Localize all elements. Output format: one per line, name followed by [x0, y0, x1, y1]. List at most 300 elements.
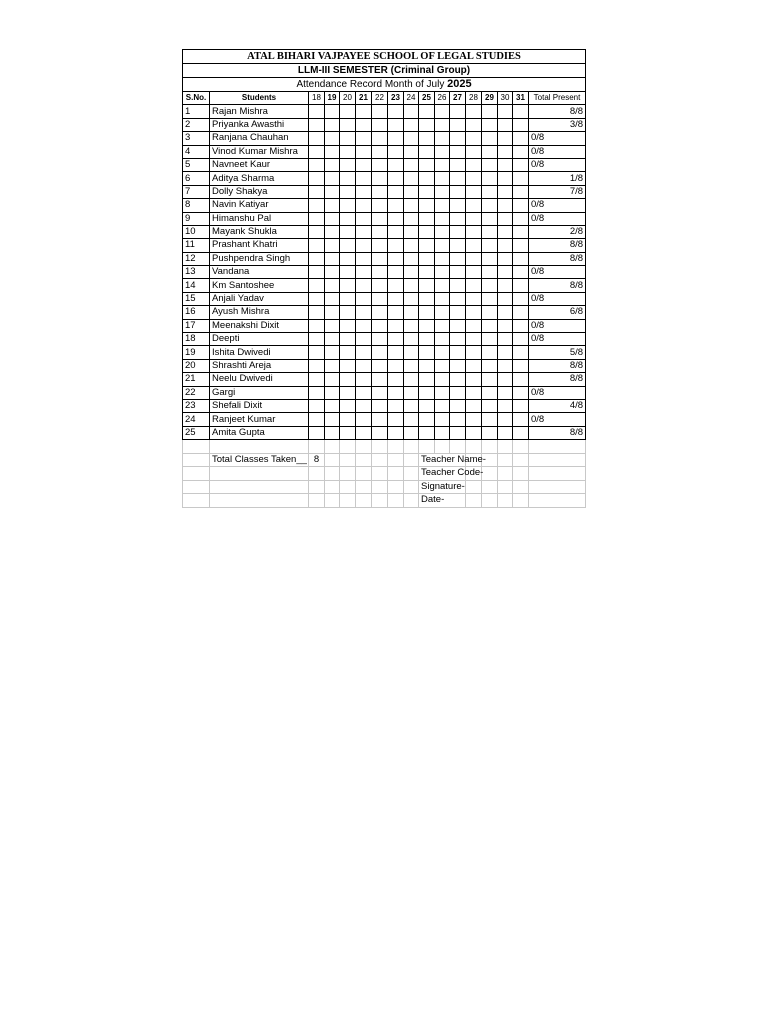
- attendance-cell: [482, 359, 498, 372]
- attendance-cell: [498, 333, 513, 346]
- attendance-cell: [450, 118, 466, 131]
- student-name: Ayush Mishra: [210, 306, 309, 319]
- student-sno: 23: [183, 399, 210, 412]
- student-sno: 24: [183, 413, 210, 426]
- empty-cell: [529, 467, 586, 481]
- student-row: [183, 386, 586, 399]
- attendance-cell: [435, 373, 450, 386]
- attendance-cell: [356, 252, 372, 265]
- attendance-cell: [372, 118, 388, 131]
- attendance-cell: [309, 319, 325, 332]
- attendance-cell: [356, 413, 372, 426]
- attendance-cell: [419, 426, 435, 439]
- empty-cell: [309, 440, 325, 454]
- student-row: [183, 292, 586, 305]
- attendance-cell: [340, 132, 356, 145]
- student-total: 0/8: [529, 266, 586, 279]
- attendance-cell: [482, 306, 498, 319]
- attendance-cell: [372, 172, 388, 185]
- attendance-cell: [466, 373, 482, 386]
- student-row: [183, 105, 586, 118]
- attendance-cell: [435, 413, 450, 426]
- attendance-cell: [356, 399, 372, 412]
- date-header: 28: [466, 92, 482, 105]
- attendance-cell: [450, 225, 466, 238]
- attendance-cell: [388, 266, 404, 279]
- attendance-cell: [482, 426, 498, 439]
- empty-cell: [419, 440, 435, 454]
- attendance-cell: [450, 279, 466, 292]
- attendance-cell: [513, 199, 529, 212]
- attendance-cell: [309, 359, 325, 372]
- attendance-cell: [498, 373, 513, 386]
- empty-cell: [388, 494, 404, 508]
- attendance-cell: [372, 426, 388, 439]
- attendance-cell: [466, 145, 482, 158]
- attendance-cell: [404, 386, 419, 399]
- attendance-cell: [466, 413, 482, 426]
- attendance-cell: [388, 373, 404, 386]
- attendance-cell: [419, 252, 435, 265]
- attendance-cell: [309, 426, 325, 439]
- attendance-cell: [340, 145, 356, 158]
- student-total: 0/8: [529, 212, 586, 225]
- student-name: Priyanka Awasthi: [210, 118, 309, 131]
- attendance-cell: [388, 225, 404, 238]
- student-total: 0/8: [529, 413, 586, 426]
- attendance-cell: [466, 279, 482, 292]
- student-sno: 15: [183, 292, 210, 305]
- attendance-cell: [356, 105, 372, 118]
- empty-cell: [356, 453, 372, 467]
- attendance-cell: [466, 118, 482, 131]
- attendance-cell: [356, 266, 372, 279]
- student-total: 0/8: [529, 132, 586, 145]
- attendance-cell: [450, 239, 466, 252]
- attendance-cell: [325, 145, 340, 158]
- student-name: Gargi: [210, 386, 309, 399]
- empty-cell: [450, 440, 466, 454]
- attendance-cell: [435, 292, 450, 305]
- attendance-cell: [450, 319, 466, 332]
- record-year: 2025: [447, 78, 472, 90]
- student-total: 8/8: [529, 426, 586, 439]
- student-row: [183, 399, 586, 412]
- student-sno: 14: [183, 279, 210, 292]
- empty-cell: [210, 480, 309, 494]
- semester-title: LLM-III SEMESTER (Criminal Group): [183, 64, 586, 78]
- empty-cell: [183, 453, 210, 467]
- attendance-cell: [513, 225, 529, 238]
- attendance-cell: [388, 279, 404, 292]
- attendance-cell: [498, 279, 513, 292]
- attendance-cell: [388, 413, 404, 426]
- attendance-cell: [466, 199, 482, 212]
- attendance-cell: [309, 373, 325, 386]
- attendance-cell: [340, 359, 356, 372]
- empty-cell: [498, 440, 513, 454]
- empty-cell: [210, 494, 309, 508]
- attendance-cell: [404, 185, 419, 198]
- attendance-cell: [404, 172, 419, 185]
- attendance-cell: [309, 172, 325, 185]
- attendance-cell: [356, 212, 372, 225]
- attendance-cell: [404, 118, 419, 131]
- student-total: 8/8: [529, 373, 586, 386]
- empty-cell: [482, 467, 498, 481]
- student-sno: 11: [183, 239, 210, 252]
- attendance-cell: [309, 413, 325, 426]
- attendance-cell: [372, 252, 388, 265]
- attendance-cell: [388, 185, 404, 198]
- empty-cell: [388, 480, 404, 494]
- attendance-cell: [388, 158, 404, 171]
- attendance-cell: [513, 266, 529, 279]
- attendance-cell: [309, 158, 325, 171]
- attendance-cell: [309, 292, 325, 305]
- footer-row: [183, 494, 586, 508]
- attendance-cell: [372, 199, 388, 212]
- attendance-cell: [372, 399, 388, 412]
- student-sno: 16: [183, 306, 210, 319]
- empty-cell: [340, 467, 356, 481]
- attendance-cell: [435, 225, 450, 238]
- attendance-cell: [466, 225, 482, 238]
- attendance-cell: [466, 212, 482, 225]
- attendance-cell: [435, 118, 450, 131]
- student-row: [183, 185, 586, 198]
- attendance-cell: [419, 105, 435, 118]
- attendance-cell: [498, 266, 513, 279]
- date-header: 23: [388, 92, 404, 105]
- empty-cell: [498, 453, 513, 467]
- record-title-row: [183, 78, 586, 92]
- student-sno: 10: [183, 225, 210, 238]
- attendance-cell: [309, 252, 325, 265]
- student-sno: 3: [183, 132, 210, 145]
- total-classes-value: 8: [309, 453, 325, 467]
- student-sno: 7: [183, 185, 210, 198]
- attendance-cell: [482, 132, 498, 145]
- attendance-cell: [372, 386, 388, 399]
- attendance-cell: [372, 413, 388, 426]
- attendance-cell: [498, 199, 513, 212]
- empty-cell: [513, 494, 529, 508]
- student-total: 5/8: [529, 346, 586, 359]
- attendance-cell: [513, 279, 529, 292]
- student-name: Navneet Kaur: [210, 158, 309, 171]
- attendance-cell: [356, 185, 372, 198]
- attendance-cell: [435, 252, 450, 265]
- attendance-cell: [482, 292, 498, 305]
- attendance-cell: [325, 252, 340, 265]
- attendance-cell: [419, 185, 435, 198]
- student-name: Navin Katiyar: [210, 199, 309, 212]
- student-row: [183, 145, 586, 158]
- attendance-cell: [388, 359, 404, 372]
- student-sno: 20: [183, 359, 210, 372]
- attendance-cell: [388, 172, 404, 185]
- student-name: Pushpendra Singh: [210, 252, 309, 265]
- attendance-cell: [419, 413, 435, 426]
- attendance-cell: [419, 319, 435, 332]
- student-total: 0/8: [529, 319, 586, 332]
- student-total: 2/8: [529, 225, 586, 238]
- attendance-cell: [482, 373, 498, 386]
- attendance-cell: [450, 105, 466, 118]
- school-title: ATAL BIHARI VAJPAYEE SCHOOL OF LEGAL STUDIES: [183, 50, 586, 64]
- attendance-cell: [466, 319, 482, 332]
- attendance-cell: [325, 266, 340, 279]
- attendance-cell: [356, 346, 372, 359]
- empty-cell: [325, 440, 340, 454]
- attendance-cell: [498, 158, 513, 171]
- attendance-cell: [388, 333, 404, 346]
- empty-cell: [404, 467, 419, 481]
- student-row: [183, 333, 586, 346]
- empty-cell: [404, 440, 419, 454]
- student-name: Himanshu Pal: [210, 212, 309, 225]
- attendance-cell: [340, 333, 356, 346]
- attendance-cell: [404, 212, 419, 225]
- attendance-cell: [372, 105, 388, 118]
- attendance-cell: [340, 158, 356, 171]
- attendance-cell: [435, 306, 450, 319]
- attendance-cell: [340, 212, 356, 225]
- student-name: Rajan Mishra: [210, 105, 309, 118]
- attendance-cell: [450, 306, 466, 319]
- attendance-cell: [372, 132, 388, 145]
- attendance-cell: [309, 266, 325, 279]
- student-total: 6/8: [529, 306, 586, 319]
- attendance-cell: [513, 212, 529, 225]
- student-name: Ranjana Chauhan: [210, 132, 309, 145]
- attendance-cell: [309, 306, 325, 319]
- attendance-cell: [466, 158, 482, 171]
- attendance-cell: [372, 333, 388, 346]
- student-total: 0/8: [529, 158, 586, 171]
- empty-cell: [466, 480, 482, 494]
- attendance-cell: [340, 306, 356, 319]
- empty-cell: [183, 440, 210, 454]
- attendance-cell: [498, 118, 513, 131]
- attendance-cell: [419, 333, 435, 346]
- student-name: Deepti: [210, 333, 309, 346]
- attendance-cell: [372, 346, 388, 359]
- attendance-cell: [513, 319, 529, 332]
- student-sno: 2: [183, 118, 210, 131]
- date-header: 18: [309, 92, 325, 105]
- student-sno: 13: [183, 266, 210, 279]
- attendance-cell: [388, 346, 404, 359]
- attendance-cell: [450, 212, 466, 225]
- attendance-cell: [356, 158, 372, 171]
- attendance-cell: [466, 252, 482, 265]
- attendance-cell: [356, 239, 372, 252]
- student-row: [183, 225, 586, 238]
- attendance-cell: [388, 292, 404, 305]
- attendance-cell: [419, 306, 435, 319]
- attendance-cell: [513, 292, 529, 305]
- student-row: [183, 239, 586, 252]
- student-name: Km Santoshee: [210, 279, 309, 292]
- student-total: 8/8: [529, 105, 586, 118]
- attendance-cell: [325, 306, 340, 319]
- attendance-cell: [435, 212, 450, 225]
- date-header: 30: [498, 92, 513, 105]
- attendance-cell: [482, 413, 498, 426]
- attendance-cell: [340, 252, 356, 265]
- attendance-cell: [356, 172, 372, 185]
- empty-cell: [356, 480, 372, 494]
- empty-cell: [325, 453, 340, 467]
- attendance-cell: [513, 399, 529, 412]
- attendance-cell: [404, 199, 419, 212]
- attendance-cell: [356, 292, 372, 305]
- footer-row: [183, 467, 586, 481]
- student-row: [183, 212, 586, 225]
- attendance-cell: [466, 292, 482, 305]
- attendance-cell: [372, 373, 388, 386]
- attendance-cell: [404, 252, 419, 265]
- attendance-cell: [419, 172, 435, 185]
- attendance-cell: [498, 346, 513, 359]
- empty-cell: [529, 480, 586, 494]
- student-name: Prashant Khatri: [210, 239, 309, 252]
- attendance-cell: [466, 333, 482, 346]
- empty-cell: [325, 467, 340, 481]
- attendance-cell: [404, 105, 419, 118]
- attendance-cell: [388, 319, 404, 332]
- attendance-cell: [435, 145, 450, 158]
- signature-label: Signature-: [419, 480, 466, 494]
- student-name: Meenakshi Dixit: [210, 319, 309, 332]
- attendance-cell: [340, 105, 356, 118]
- attendance-cell: [356, 373, 372, 386]
- attendance-cell: [372, 212, 388, 225]
- empty-cell: [482, 494, 498, 508]
- empty-cell: [183, 494, 210, 508]
- attendance-cell: [513, 185, 529, 198]
- attendance-cell: [450, 346, 466, 359]
- attendance-cell: [450, 158, 466, 171]
- attendance-cell: [309, 399, 325, 412]
- attendance-cell: [482, 239, 498, 252]
- attendance-cell: [388, 212, 404, 225]
- empty-cell: [309, 467, 325, 481]
- attendance-cell: [325, 105, 340, 118]
- attendance-cell: [340, 279, 356, 292]
- attendance-cell: [388, 386, 404, 399]
- student-total: 0/8: [529, 333, 586, 346]
- attendance-cell: [372, 185, 388, 198]
- empty-cell: [183, 467, 210, 481]
- attendance-cell: [482, 333, 498, 346]
- empty-cell: [529, 440, 586, 454]
- attendance-cell: [498, 359, 513, 372]
- attendance-cell: [435, 185, 450, 198]
- attendance-cell: [482, 118, 498, 131]
- attendance-cell: [513, 386, 529, 399]
- attendance-cell: [372, 158, 388, 171]
- date-header: 31: [513, 92, 529, 105]
- attendance-cell: [419, 373, 435, 386]
- student-total: 3/8: [529, 118, 586, 131]
- attendance-cell: [466, 426, 482, 439]
- attendance-cell: [513, 426, 529, 439]
- attendance-cell: [340, 239, 356, 252]
- attendance-cell: [388, 306, 404, 319]
- empty-cell: [513, 467, 529, 481]
- attendance-cell: [325, 158, 340, 171]
- attendance-cell: [404, 413, 419, 426]
- empty-cell: [529, 494, 586, 508]
- attendance-cell: [388, 105, 404, 118]
- empty-cell: [325, 480, 340, 494]
- student-row: [183, 359, 586, 372]
- attendance-cell: [435, 199, 450, 212]
- attendance-cell: [356, 333, 372, 346]
- attendance-cell: [482, 386, 498, 399]
- attendance-cell: [309, 118, 325, 131]
- student-total: 8/8: [529, 252, 586, 265]
- empty-cell: [356, 494, 372, 508]
- attendance-cell: [513, 373, 529, 386]
- empty-cell: [498, 494, 513, 508]
- attendance-cell: [388, 399, 404, 412]
- attendance-cell: [498, 132, 513, 145]
- attendance-cell: [325, 279, 340, 292]
- sno-header: S.No.: [183, 92, 210, 105]
- student-name: Aditya Sharma: [210, 172, 309, 185]
- attendance-cell: [340, 266, 356, 279]
- empty-cell: [466, 494, 482, 508]
- student-name: Amita Gupta: [210, 426, 309, 439]
- date-header: 26: [435, 92, 450, 105]
- student-sno: 5: [183, 158, 210, 171]
- student-name: Ranjeet Kumar: [210, 413, 309, 426]
- attendance-cell: [482, 225, 498, 238]
- attendance-cell: [356, 319, 372, 332]
- student-row: [183, 158, 586, 171]
- attendance-cell: [309, 185, 325, 198]
- date-header: 24: [404, 92, 419, 105]
- student-total: 0/8: [529, 199, 586, 212]
- record-label: Attendance Record Month of July: [296, 79, 448, 90]
- attendance-cell: [435, 266, 450, 279]
- attendance-cell: [325, 132, 340, 145]
- attendance-cell: [340, 386, 356, 399]
- attendance-cell: [388, 426, 404, 439]
- attendance-cell: [466, 399, 482, 412]
- attendance-cell: [466, 239, 482, 252]
- attendance-cell: [435, 132, 450, 145]
- attendance-cell: [356, 359, 372, 372]
- attendance-cell: [372, 225, 388, 238]
- attendance-cell: [372, 359, 388, 372]
- attendance-cell: [498, 386, 513, 399]
- attendance-cell: [450, 386, 466, 399]
- attendance-cell: [450, 252, 466, 265]
- student-sno: 22: [183, 386, 210, 399]
- attendance-cell: [498, 172, 513, 185]
- date-header: 25: [419, 92, 435, 105]
- attendance-cell: [325, 292, 340, 305]
- attendance-cell: [309, 145, 325, 158]
- student-sno: 6: [183, 172, 210, 185]
- attendance-cell: [482, 105, 498, 118]
- student-sno: 8: [183, 199, 210, 212]
